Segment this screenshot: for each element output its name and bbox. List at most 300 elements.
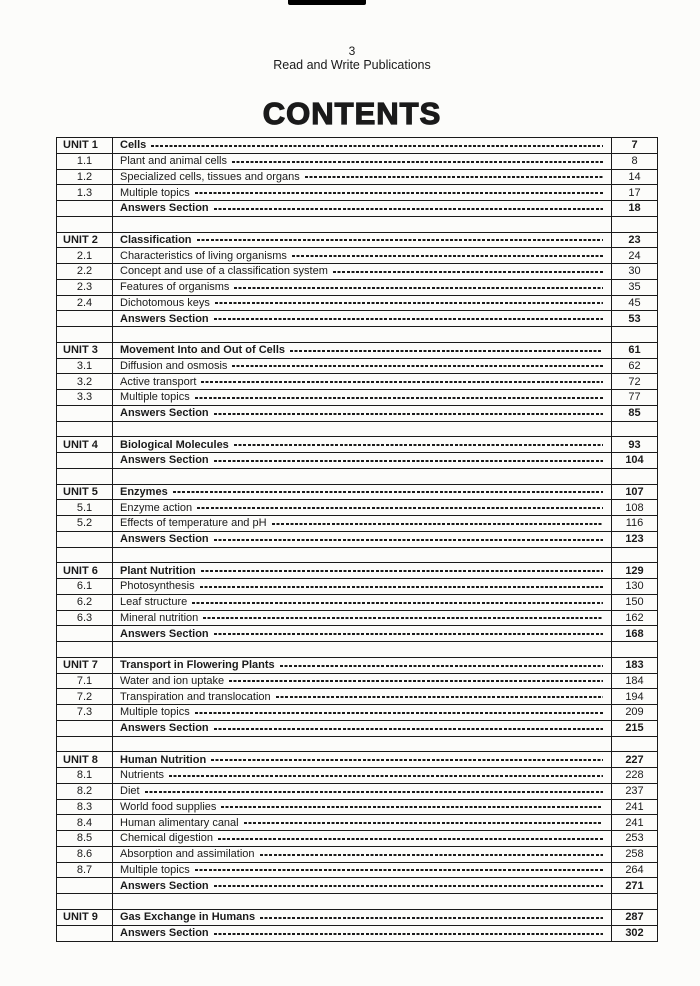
dotted-leader: [260, 917, 603, 919]
toc-unit-row: [57, 752, 657, 768]
toc-section-row-title-text: Human alimentary canal: [120, 816, 239, 829]
dotted-leader: [214, 318, 603, 320]
dotted-leader: [214, 933, 603, 935]
toc-section-row-number-text: 5.1: [76, 501, 93, 514]
toc-section-row-page-text: 162: [625, 611, 644, 624]
toc-separator-row: [57, 327, 657, 343]
toc-answers-row-page-text: 85: [628, 407, 641, 420]
toc-section-row: [57, 831, 657, 847]
toc-section-row-page: [612, 863, 657, 878]
toc-section-row-page: [612, 516, 657, 531]
toc-answers-row-number: [57, 453, 113, 468]
dotted-leader: [292, 255, 603, 257]
toc-unit-row: [57, 233, 657, 249]
toc-answers-row: [57, 532, 657, 548]
dotted-leader: [234, 444, 603, 446]
dotted-leader: [195, 712, 603, 714]
toc-unit-row-page-text: 7: [631, 139, 638, 152]
toc-section-row-title: [113, 784, 612, 799]
toc-unit-row-title-text: Transport in Flowering Plants: [120, 659, 275, 672]
contents-title: CONTENTS: [262, 96, 442, 131]
toc-section-row-title: [113, 595, 612, 610]
toc-section-row-title-text: Features of organisms: [120, 281, 230, 294]
toc-answers-row-number: [57, 926, 113, 942]
toc-answers-row-title: [113, 453, 612, 468]
toc-unit-row-page: [612, 485, 657, 500]
toc-section-row-title-text: Multiple topics: [120, 186, 190, 199]
toc-section-row: [57, 154, 657, 170]
toc-section-row-page-text: 150: [625, 596, 644, 609]
toc-section-row-number-text: 8.3: [76, 800, 93, 813]
toc-section-row-page: [612, 847, 657, 862]
toc-answers-row-title: [113, 532, 612, 547]
toc-answers-row-title: [113, 878, 612, 893]
toc-section-row-page-text: 237: [625, 785, 644, 798]
dotted-leader: [215, 302, 603, 304]
toc-section-row-title-text: Transpiration and translocation: [120, 690, 271, 703]
toc-separator-row-number: [57, 737, 113, 752]
dotted-leader: [234, 287, 603, 289]
toc-answers-row-title: [113, 311, 612, 326]
toc-unit-row-title-text: Biological Molecules: [120, 438, 229, 451]
toc-section-row-title-text: Water and ion uptake: [120, 674, 225, 687]
toc-separator-row: [57, 894, 657, 910]
toc-separator-row-number: [57, 894, 113, 909]
toc-section-row-number-text: 7.2: [76, 690, 93, 703]
toc-answers-row: [57, 878, 657, 894]
toc-section-row-page-text: 264: [625, 863, 644, 876]
dotted-leader: [276, 696, 603, 698]
dotted-leader: [169, 775, 603, 777]
toc-section-row: [57, 516, 657, 532]
toc-section-row-page: [612, 689, 657, 704]
toc-section-row-page: [612, 800, 657, 815]
dotted-leader: [280, 665, 603, 667]
toc-unit-row-page-text: 93: [628, 438, 641, 451]
toc-section-row-page-text: 45: [628, 296, 641, 309]
toc-section-row-number: [57, 863, 113, 878]
toc-section-row: [57, 768, 657, 784]
toc-section-row-number-text: 1.1: [76, 155, 93, 168]
dotted-leader: [214, 208, 603, 210]
toc-section-row-page-text: 130: [625, 580, 644, 593]
toc-unit-row-page: [612, 752, 657, 767]
toc-unit-row-title-text: Enzymes: [120, 485, 168, 498]
toc-unit-row-title: [113, 485, 612, 500]
toc-section-row: [57, 674, 657, 690]
scan-artifact: [288, 0, 366, 5]
toc-answers-row-title-text: Answers Section: [120, 879, 209, 892]
toc-unit-row-page-text: 23: [628, 233, 641, 246]
toc-section-row-number: [57, 768, 113, 783]
toc-answers-row-page: [612, 626, 657, 641]
toc-separator-row-title: [113, 894, 612, 909]
toc-section-row-number: [57, 280, 113, 295]
toc-unit-row-title-text: Plant Nutrition: [120, 564, 196, 577]
toc-unit-row-page-text: 129: [625, 564, 644, 577]
toc-section-row-number-text: 8.7: [76, 863, 93, 876]
toc-separator-row-page: [612, 737, 657, 752]
toc-section-row: [57, 185, 657, 201]
toc-unit-row-page-text: 287: [625, 911, 644, 924]
toc-section-row-number-text: 3.1: [76, 359, 93, 372]
toc-unit-row-title-text: Movement Into and Out of Cells: [120, 344, 286, 357]
toc-separator-row-number: [57, 422, 113, 437]
toc-section-row: [57, 500, 657, 516]
toc-section-row-number: [57, 815, 113, 830]
toc-section-row-number-text: 6.3: [76, 611, 93, 624]
toc-section-row-page-text: 72: [628, 375, 641, 388]
toc-section-row: [57, 296, 657, 312]
dotted-leader: [214, 460, 603, 462]
toc-separator-row-page: [612, 217, 657, 232]
toc-separator-row: [57, 217, 657, 233]
dotted-leader: [214, 728, 603, 730]
toc-section-row-title-text: Concept and use of a classification system: [120, 265, 328, 278]
toc-section-row-number: [57, 296, 113, 311]
toc-answers-row-page-text: 104: [625, 454, 644, 467]
toc-section-row-page-text: 30: [628, 265, 641, 278]
dotted-leader: [290, 350, 603, 352]
toc-section-row-title: [113, 248, 612, 263]
toc-separator-row-title: [113, 548, 612, 563]
toc-section-row-page-text: 108: [625, 501, 644, 514]
toc-unit-row-number: [57, 138, 113, 153]
toc-section-row-title: [113, 863, 612, 878]
toc-unit-row-title: [113, 343, 612, 358]
dotted-leader: [201, 570, 603, 572]
toc-answers-row-title: [113, 406, 612, 421]
toc-section-row-title: [113, 689, 612, 704]
toc-section-row-page: [612, 815, 657, 830]
toc-section-row-title: [113, 500, 612, 515]
dotted-leader: [214, 413, 603, 415]
toc-section-row-number: [57, 516, 113, 531]
toc-unit-row-page-text: 183: [625, 659, 644, 672]
toc-unit-row-title: [113, 138, 612, 153]
toc-section-row: [57, 611, 657, 627]
toc-section-row: [57, 847, 657, 863]
toc-answers-row-page: [612, 406, 657, 421]
toc-unit-row: [57, 485, 657, 501]
toc-unit-row-title-text: Gas Exchange in Humans: [120, 911, 256, 924]
toc-section-row-number-text: 8.1: [76, 769, 93, 782]
toc-unit-row-number: [57, 485, 113, 500]
toc-section-row-title: [113, 154, 612, 169]
toc-unit-row-number: [57, 437, 113, 452]
toc-unit-row-page-text: 107: [625, 485, 644, 498]
toc-answers-row-page-text: 215: [625, 722, 644, 735]
dotted-leader: [201, 381, 603, 383]
toc-section-row-title-text: Diffusion and osmosis: [120, 359, 228, 372]
toc-answers-row-page: [612, 453, 657, 468]
toc-section-row-number-text: 8.4: [76, 816, 93, 829]
toc-answers-row-page: [612, 532, 657, 547]
toc-unit-row-title-text: Human Nutrition: [120, 753, 207, 766]
toc-section-row: [57, 280, 657, 296]
toc-answers-row: [57, 453, 657, 469]
toc-section-row-number-text: 8.6: [76, 848, 93, 861]
toc-section-row-page-text: 77: [628, 391, 641, 404]
toc-separator-row-page: [612, 642, 657, 657]
contents-table: [56, 137, 658, 942]
toc-section-row-title: [113, 390, 612, 405]
toc-unit-row-page: [612, 343, 657, 358]
toc-separator-row: [57, 642, 657, 658]
page-number: 3: [348, 44, 356, 58]
toc-section-row-number: [57, 705, 113, 720]
toc-section-row-number-text: 8.2: [76, 785, 93, 798]
toc-section-row: [57, 595, 657, 611]
toc-section-row-page-text: 241: [625, 800, 644, 813]
toc-section-row-page: [612, 264, 657, 279]
toc-section-row-page-text: 209: [625, 706, 644, 719]
toc-section-row-page: [612, 296, 657, 311]
toc-unit-row-title: [113, 752, 612, 767]
toc-answers-row-page: [612, 926, 657, 942]
toc-unit-row-number-text: UNIT 2: [63, 233, 98, 246]
toc-section-row-title: [113, 264, 612, 279]
toc-section-row-page: [612, 595, 657, 610]
toc-section-row-title: [113, 674, 612, 689]
toc-answers-row-page: [612, 311, 657, 326]
toc-answers-row-number: [57, 878, 113, 893]
toc-section-row-number: [57, 500, 113, 515]
toc-separator-row: [57, 422, 657, 438]
toc-answers-row: [57, 626, 657, 642]
toc-separator-row-number: [57, 327, 113, 342]
toc-answers-row-number: [57, 406, 113, 421]
toc-unit-row-number-text: UNIT 9: [63, 911, 98, 924]
dotted-leader: [197, 239, 603, 241]
toc-unit-row-title: [113, 658, 612, 673]
toc-unit-row-title: [113, 233, 612, 248]
toc-section-row: [57, 705, 657, 721]
dotted-leader: [244, 822, 603, 824]
toc-section-row-number-text: 2.1: [76, 249, 93, 262]
dotted-leader: [214, 885, 603, 887]
toc-answers-row-page-text: 302: [625, 927, 644, 940]
dotted-leader: [272, 523, 603, 525]
toc-unit-row-number: [57, 658, 113, 673]
toc-unit-row-title: [113, 910, 612, 925]
toc-section-row-page-text: 253: [625, 832, 644, 845]
toc-section-row: [57, 374, 657, 390]
toc-section-row-title-text: Enzyme action: [120, 501, 193, 514]
toc-unit-row: [57, 343, 657, 359]
toc-section-row-title: [113, 359, 612, 374]
toc-section-row: [57, 784, 657, 800]
toc-section-row-title-text: Photosynthesis: [120, 580, 195, 593]
toc-section-row-title-text: Active transport: [120, 375, 197, 388]
dotted-leader: [195, 869, 603, 871]
toc-section-row-number-text: 2.2: [76, 265, 93, 278]
toc-separator-row-title: [113, 422, 612, 437]
dotted-leader: [195, 397, 603, 399]
toc-section-row-page: [612, 154, 657, 169]
toc-section-row-number: [57, 674, 113, 689]
toc-answers-row-title-text: Answers Section: [120, 312, 209, 325]
toc-section-row-title-text: Specialized cells, tissues and organs: [120, 170, 300, 183]
toc-answers-row-title-text: Answers Section: [120, 454, 209, 467]
toc-answers-row-number: [57, 201, 113, 216]
toc-unit-row-page-text: 227: [625, 753, 644, 766]
toc-separator-row-page: [612, 469, 657, 484]
toc-separator-row-title: [113, 217, 612, 232]
toc-section-row-page: [612, 374, 657, 389]
toc-section-row-page-text: 24: [628, 249, 641, 262]
toc-section-row-title: [113, 579, 612, 594]
toc-section-row-title-text: Plant and animal cells: [120, 155, 228, 168]
toc-section-row-page: [612, 248, 657, 263]
toc-answers-row-number: [57, 721, 113, 736]
toc-unit-row: [57, 437, 657, 453]
toc-separator-row: [57, 737, 657, 753]
toc-section-row-number-text: 8.5: [76, 832, 93, 845]
dotted-leader: [211, 759, 603, 761]
toc-section-row-page-text: 258: [625, 848, 644, 861]
toc-section-row-title: [113, 831, 612, 846]
toc-separator-row-number: [57, 548, 113, 563]
toc-section-row-page: [612, 705, 657, 720]
toc-separator-row: [57, 548, 657, 564]
toc-unit-row-title-text: Classification: [120, 233, 192, 246]
toc-section-row-page: [612, 768, 657, 783]
toc-answers-row-page-text: 18: [628, 202, 641, 215]
toc-section-row-title-text: Mineral nutrition: [120, 611, 199, 624]
toc-unit-row-title: [113, 563, 612, 578]
toc-section-row-title-text: Absorption and assimilation: [120, 848, 255, 861]
toc-answers-row-title: [113, 721, 612, 736]
toc-answers-row-page-text: 53: [628, 312, 641, 325]
toc-unit-row-page: [612, 658, 657, 673]
dotted-leader: [197, 507, 603, 509]
dotted-leader: [333, 271, 603, 273]
toc-section-row-title-text: Nutrients: [120, 769, 165, 782]
toc-answers-row: [57, 926, 657, 942]
toc-section-row-page-text: 116: [625, 517, 644, 530]
dotted-leader: [232, 365, 603, 367]
toc-section-row-title: [113, 800, 612, 815]
toc-section-row-page-text: 241: [625, 816, 644, 829]
toc-section-row: [57, 689, 657, 705]
toc-section-row-title: [113, 296, 612, 311]
toc-section-row-number: [57, 390, 113, 405]
toc-answers-row-page: [612, 721, 657, 736]
toc-answers-row-page: [612, 878, 657, 893]
toc-section-row-page: [612, 831, 657, 846]
toc-answers-row-number: [57, 311, 113, 326]
toc-section-row-number: [57, 359, 113, 374]
toc-section-row-number-text: 1.2: [76, 170, 93, 183]
toc-section-row: [57, 390, 657, 406]
toc-section-row-title: [113, 280, 612, 295]
toc-section-row-page-text: 17: [628, 186, 641, 199]
toc-unit-row-number-text: UNIT 3: [63, 344, 98, 357]
dotted-leader: [192, 602, 603, 604]
toc-section-row-title-text: World food supplies: [120, 800, 217, 813]
toc-section-row-page: [612, 390, 657, 405]
toc-section-row-title: [113, 185, 612, 200]
toc-answers-row-title-text: Answers Section: [120, 722, 209, 735]
toc-unit-row-page-text: 61: [628, 344, 641, 357]
toc-answers-row-title-text: Answers Section: [120, 627, 209, 640]
toc-section-row-number: [57, 689, 113, 704]
toc-section-row-title-text: Multiple topics: [120, 391, 190, 404]
toc-unit-row-number: [57, 752, 113, 767]
toc-section-row-title: [113, 815, 612, 830]
toc-unit-row-number: [57, 563, 113, 578]
publisher-name: Read and Write Publications: [273, 58, 431, 73]
toc-separator-row-title: [113, 327, 612, 342]
dotted-leader: [151, 145, 603, 147]
toc-section-row-number: [57, 170, 113, 185]
toc-section-row-page: [612, 500, 657, 515]
toc-answers-row-title-text: Answers Section: [120, 407, 209, 420]
toc-separator-row-title: [113, 642, 612, 657]
toc-section-row-number: [57, 847, 113, 862]
toc-section-row-number: [57, 154, 113, 169]
dotted-leader: [195, 192, 603, 194]
toc-section-row-page-text: 35: [628, 281, 641, 294]
toc-answers-row: [57, 721, 657, 737]
toc-section-row-title-text: Effects of temperature and pH: [120, 517, 267, 530]
toc-unit-row-page: [612, 563, 657, 578]
dotted-leader: [173, 491, 603, 493]
dotted-leader: [229, 680, 603, 682]
dotted-leader: [260, 854, 603, 856]
toc-answers-row-page-text: 168: [625, 627, 644, 640]
toc-section-row-page: [612, 359, 657, 374]
toc-section-row-title-text: Chemical digestion: [120, 832, 213, 845]
toc-section-row-number: [57, 831, 113, 846]
dotted-leader: [305, 176, 603, 178]
toc-separator-row-page: [612, 422, 657, 437]
toc-section-row-number: [57, 374, 113, 389]
toc-answers-row-title-text: Answers Section: [120, 927, 209, 940]
toc-section-row-number-text: 2.4: [76, 296, 93, 309]
toc-answers-row-page: [612, 201, 657, 216]
dotted-leader: [214, 633, 603, 635]
toc-separator-row-number: [57, 642, 113, 657]
dotted-leader: [145, 791, 603, 793]
toc-section-row-page-text: 14: [628, 170, 641, 183]
toc-separator-row-title: [113, 469, 612, 484]
toc-section-row-title: [113, 847, 612, 862]
toc-section-row-title: [113, 768, 612, 783]
toc-section-row-title: [113, 374, 612, 389]
toc-section-row-title-text: Multiple topics: [120, 863, 190, 876]
toc-section-row-page-text: 184: [625, 674, 644, 687]
toc-section-row-page: [612, 170, 657, 185]
toc-answers-row: [57, 406, 657, 422]
toc-section-row-page-text: 8: [631, 155, 638, 168]
toc-section-row-page: [612, 579, 657, 594]
toc-answers-row-number: [57, 532, 113, 547]
toc-section-row-number: [57, 579, 113, 594]
toc-separator-row-number: [57, 217, 113, 232]
toc-section-row-title: [113, 611, 612, 626]
toc-section-row: [57, 248, 657, 264]
toc-section-row-page: [612, 674, 657, 689]
toc-section-row: [57, 170, 657, 186]
toc-unit-row-number-text: UNIT 7: [63, 659, 98, 672]
toc-unit-row: [57, 563, 657, 579]
toc-unit-row-number-text: UNIT 5: [63, 485, 98, 498]
toc-unit-row-number-text: UNIT 6: [63, 564, 98, 577]
toc-section-row-title: [113, 705, 612, 720]
toc-unit-row-title-text: Cells: [120, 139, 147, 152]
